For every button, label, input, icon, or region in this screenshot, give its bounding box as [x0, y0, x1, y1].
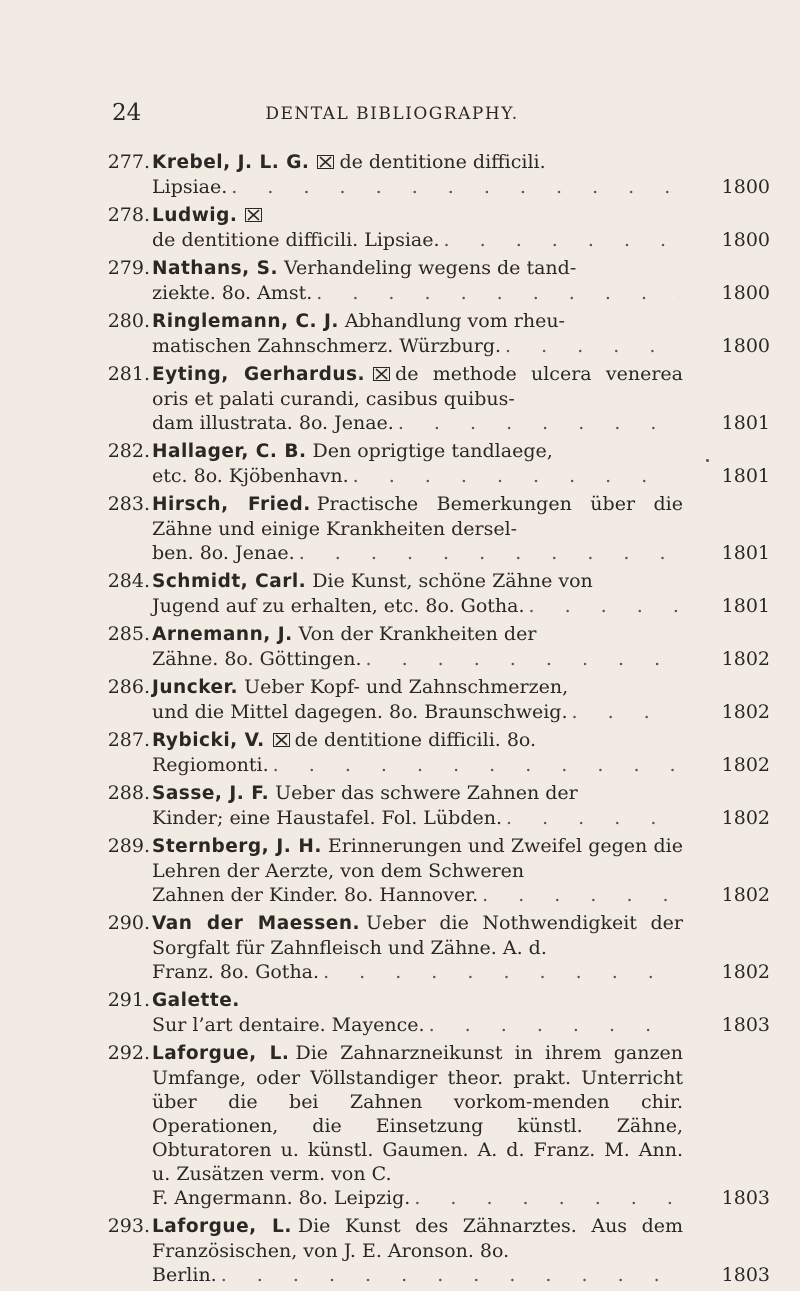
entry-number: 289.: [107, 835, 150, 857]
page-number: 24: [112, 100, 142, 126]
entry-author: Sternberg, J. H.: [152, 836, 322, 857]
entry-number: 293.: [107, 1215, 150, 1237]
dot-leader: [572, 700, 679, 724]
dot-leader: [505, 334, 679, 358]
entry-title: de dentitione difficili.: [339, 151, 546, 173]
entry-year: 1801: [721, 412, 770, 434]
bibliography-entry: [0, 675, 770, 724]
bibliography-entry: [0, 256, 770, 305]
dot-leader: [273, 753, 679, 777]
entry-number: 291.: [107, 989, 150, 1011]
bibliography-entry: [0, 492, 770, 565]
entry-number: 281.: [107, 363, 150, 385]
bibliography-entry: [0, 834, 770, 907]
dot-leader: [398, 411, 679, 435]
entry-year: 1803: [721, 1014, 770, 1036]
entry-year: 1801: [721, 595, 770, 617]
bibliography-entry: [0, 728, 770, 777]
dot-leader: [529, 594, 679, 618]
dot-leader: [444, 228, 679, 252]
entry-year: 1803: [721, 1187, 770, 1209]
stray-mark: [706, 459, 709, 462]
entry-author: Hallager, C. B.: [152, 441, 307, 462]
entry-imprint: Kinder; eine Haustafel. Fol. Lübden.: [152, 807, 502, 829]
entry-author: Eyting, Gerhardus.: [152, 364, 366, 385]
entry-number: 277.: [107, 151, 150, 173]
entry-title: Ueber das schwere Zahnen der: [275, 782, 578, 804]
entry-author: Schmidt, Carl.: [152, 571, 307, 592]
entry-number: 284.: [107, 570, 150, 592]
bibliography-entry: [0, 150, 770, 199]
bibliography-entry: [0, 1041, 770, 1210]
dot-leader: [316, 281, 679, 305]
entry-author: Sasse, J. F.: [152, 783, 270, 804]
entry-year: 1800: [721, 282, 770, 304]
bibliography-entry: [0, 1214, 770, 1287]
entry-imprint: F. Angermann. 8o. Leipzig.: [152, 1187, 411, 1209]
cross-symbol-icon: [373, 363, 390, 377]
entry-year: 1802: [721, 701, 770, 723]
entry-year: 1802: [721, 884, 770, 906]
entry-number: 290.: [107, 912, 150, 934]
dot-leader: [299, 541, 679, 565]
entry-year: 1801: [721, 542, 770, 564]
entry-author: Krebel, J. L. G.: [152, 152, 310, 173]
entry-author: Juncker.: [152, 677, 239, 698]
entry-title: de dentitione difficili. 8o.: [294, 729, 537, 751]
entry-imprint: und die Mittel dagegen. 8o. Braunschweig.: [152, 701, 568, 723]
bibliography-entry: [0, 203, 770, 252]
entry-year: 1800: [721, 176, 770, 198]
entry-number: 287.: [107, 729, 150, 751]
entry-title: Verhandeling wegens de tand-: [283, 257, 577, 279]
entry-imprint: Sur l’art dentaire. Mayence.: [152, 1014, 425, 1036]
dot-leader: [414, 1186, 679, 1210]
bibliography-list: [0, 150, 800, 1291]
entry-year: 1802: [721, 807, 770, 829]
dot-leader: [323, 960, 679, 984]
entry-imprint: Lipsiae.: [152, 176, 228, 198]
dot-leader: [482, 883, 679, 907]
entry-year: 1802: [721, 648, 770, 670]
bibliography-entry: [0, 622, 770, 671]
entry-imprint: etc. 8o. Kjöbenhavn.: [152, 465, 349, 487]
entry-author: Nathans, S.: [152, 258, 278, 279]
entry-imprint: ziekte. 8o. Amst.: [152, 282, 313, 304]
entry-number: 286.: [107, 676, 150, 698]
entry-author: Laforgue, L.: [152, 1216, 292, 1237]
entry-author: Ludwig.: [152, 205, 238, 226]
cross-symbol-icon: [317, 151, 334, 165]
dot-leader: [231, 175, 679, 199]
dot-leader: [429, 1013, 679, 1037]
entry-author: Arnemann, J.: [152, 624, 293, 645]
entry-year: 1802: [721, 961, 770, 983]
entry-number: 280.: [107, 310, 150, 332]
entry-title: Erinnerungen und Zweifel gegen die Lehren der Aerzte, von dem Schweren: [152, 835, 683, 882]
entry-author: Hirsch, Fried.: [152, 494, 311, 515]
entry-imprint: Regiomonti.: [152, 754, 269, 776]
entry-title: Ueber Kopf- und Zahnschmerzen,: [244, 676, 569, 698]
cross-symbol-icon: [273, 729, 290, 743]
entry-title: de methode ulcera venerea oris et palati curandi, casibus quibus-: [152, 363, 683, 410]
bibliography-entry: [0, 911, 770, 984]
entry-number: 282.: [107, 440, 150, 462]
entry-number: 288.: [107, 782, 150, 804]
entry-year: 1800: [721, 229, 770, 251]
dot-leader: [353, 464, 679, 488]
entry-imprint: de dentitione difficili. Lipsiae.: [152, 229, 440, 251]
entry-number: 279.: [107, 257, 150, 279]
entry-imprint: matischen Zahnschmerz. Würzburg.: [152, 335, 502, 357]
entry-number: 283.: [107, 493, 150, 515]
entry-imprint: dam illustrata. 8o. Jenae.: [152, 412, 394, 434]
dot-leader: [221, 1263, 679, 1287]
entry-imprint: ben. 8o. Jenae.: [152, 542, 295, 564]
entry-year: 1800: [721, 335, 770, 357]
entry-number: 278.: [107, 204, 150, 226]
bibliography-entry: [0, 362, 770, 435]
page-header: [112, 100, 672, 134]
entry-title: Die Zahnarzneikunst in ihrem ganzen Umfange, oder Völlstandiger theor. prakt. Unterricht über die bei Zahnen vorkom-menden chir. Operationen, die Einsetzung künstl. Zähne, Obturatoren u. künstl. Gaumen. A. d. Franz. M. Ann. u. Zusätzen verm. von C.: [152, 1042, 683, 1185]
entry-title: Practische Bemerkungen über die Zähne und einige Krankheiten dersel-: [152, 493, 683, 540]
entry-year: 1802: [721, 754, 770, 776]
bibliography-entry: [0, 569, 770, 618]
entry-imprint: Franz. 8o. Gotha.: [152, 961, 320, 983]
entry-number: 285.: [107, 623, 150, 645]
bibliography-entry: [0, 309, 770, 358]
dot-leader: [506, 806, 679, 830]
entry-title: Die Kunst, schöne Zähne von: [312, 570, 593, 592]
entry-imprint: Jugend auf zu erhalten, etc. 8o. Gotha.: [152, 595, 525, 617]
entry-author: Ringlemann, C. J.: [152, 311, 339, 332]
entry-title: Abhandlung vom rheu-: [344, 310, 565, 332]
dot-leader: [365, 647, 679, 671]
entry-author: Laforgue, L.: [152, 1043, 290, 1064]
cross-symbol-icon: [245, 204, 262, 218]
bibliography-entry: [0, 988, 770, 1037]
bibliography-entry: [0, 781, 770, 830]
running-head: DENTAL BIBLIOGRAPHY.: [265, 104, 519, 124]
entry-author: Galette.: [152, 990, 240, 1011]
entry-title: Den oprigtige tandlaege,: [312, 440, 553, 462]
entry-imprint: Zahnen der Kinder. 8o. Hannover.: [152, 884, 479, 906]
entry-title: Von der Krankheiten der: [298, 623, 537, 645]
entry-imprint: Berlin.: [152, 1264, 217, 1286]
entry-title: Die Kunst des Zähnarztes. Aus dem Französischen, von J. E. Aronson. 8o.: [152, 1215, 683, 1262]
entry-title: Ueber die Nothwendigkeit der Sorgfalt für Zahnfleisch und Zähne. A. d.: [152, 912, 684, 959]
entry-number: 292.: [107, 1042, 150, 1064]
entry-author: Van der Maessen.: [152, 913, 361, 934]
entry-author: Rybicki, V.: [152, 730, 265, 751]
entry-year: 1801: [721, 465, 770, 487]
entry-imprint: Zähne. 8o. Göttingen.: [152, 648, 362, 670]
bibliography-entry: [0, 439, 770, 488]
entry-year: 1803: [721, 1264, 770, 1286]
